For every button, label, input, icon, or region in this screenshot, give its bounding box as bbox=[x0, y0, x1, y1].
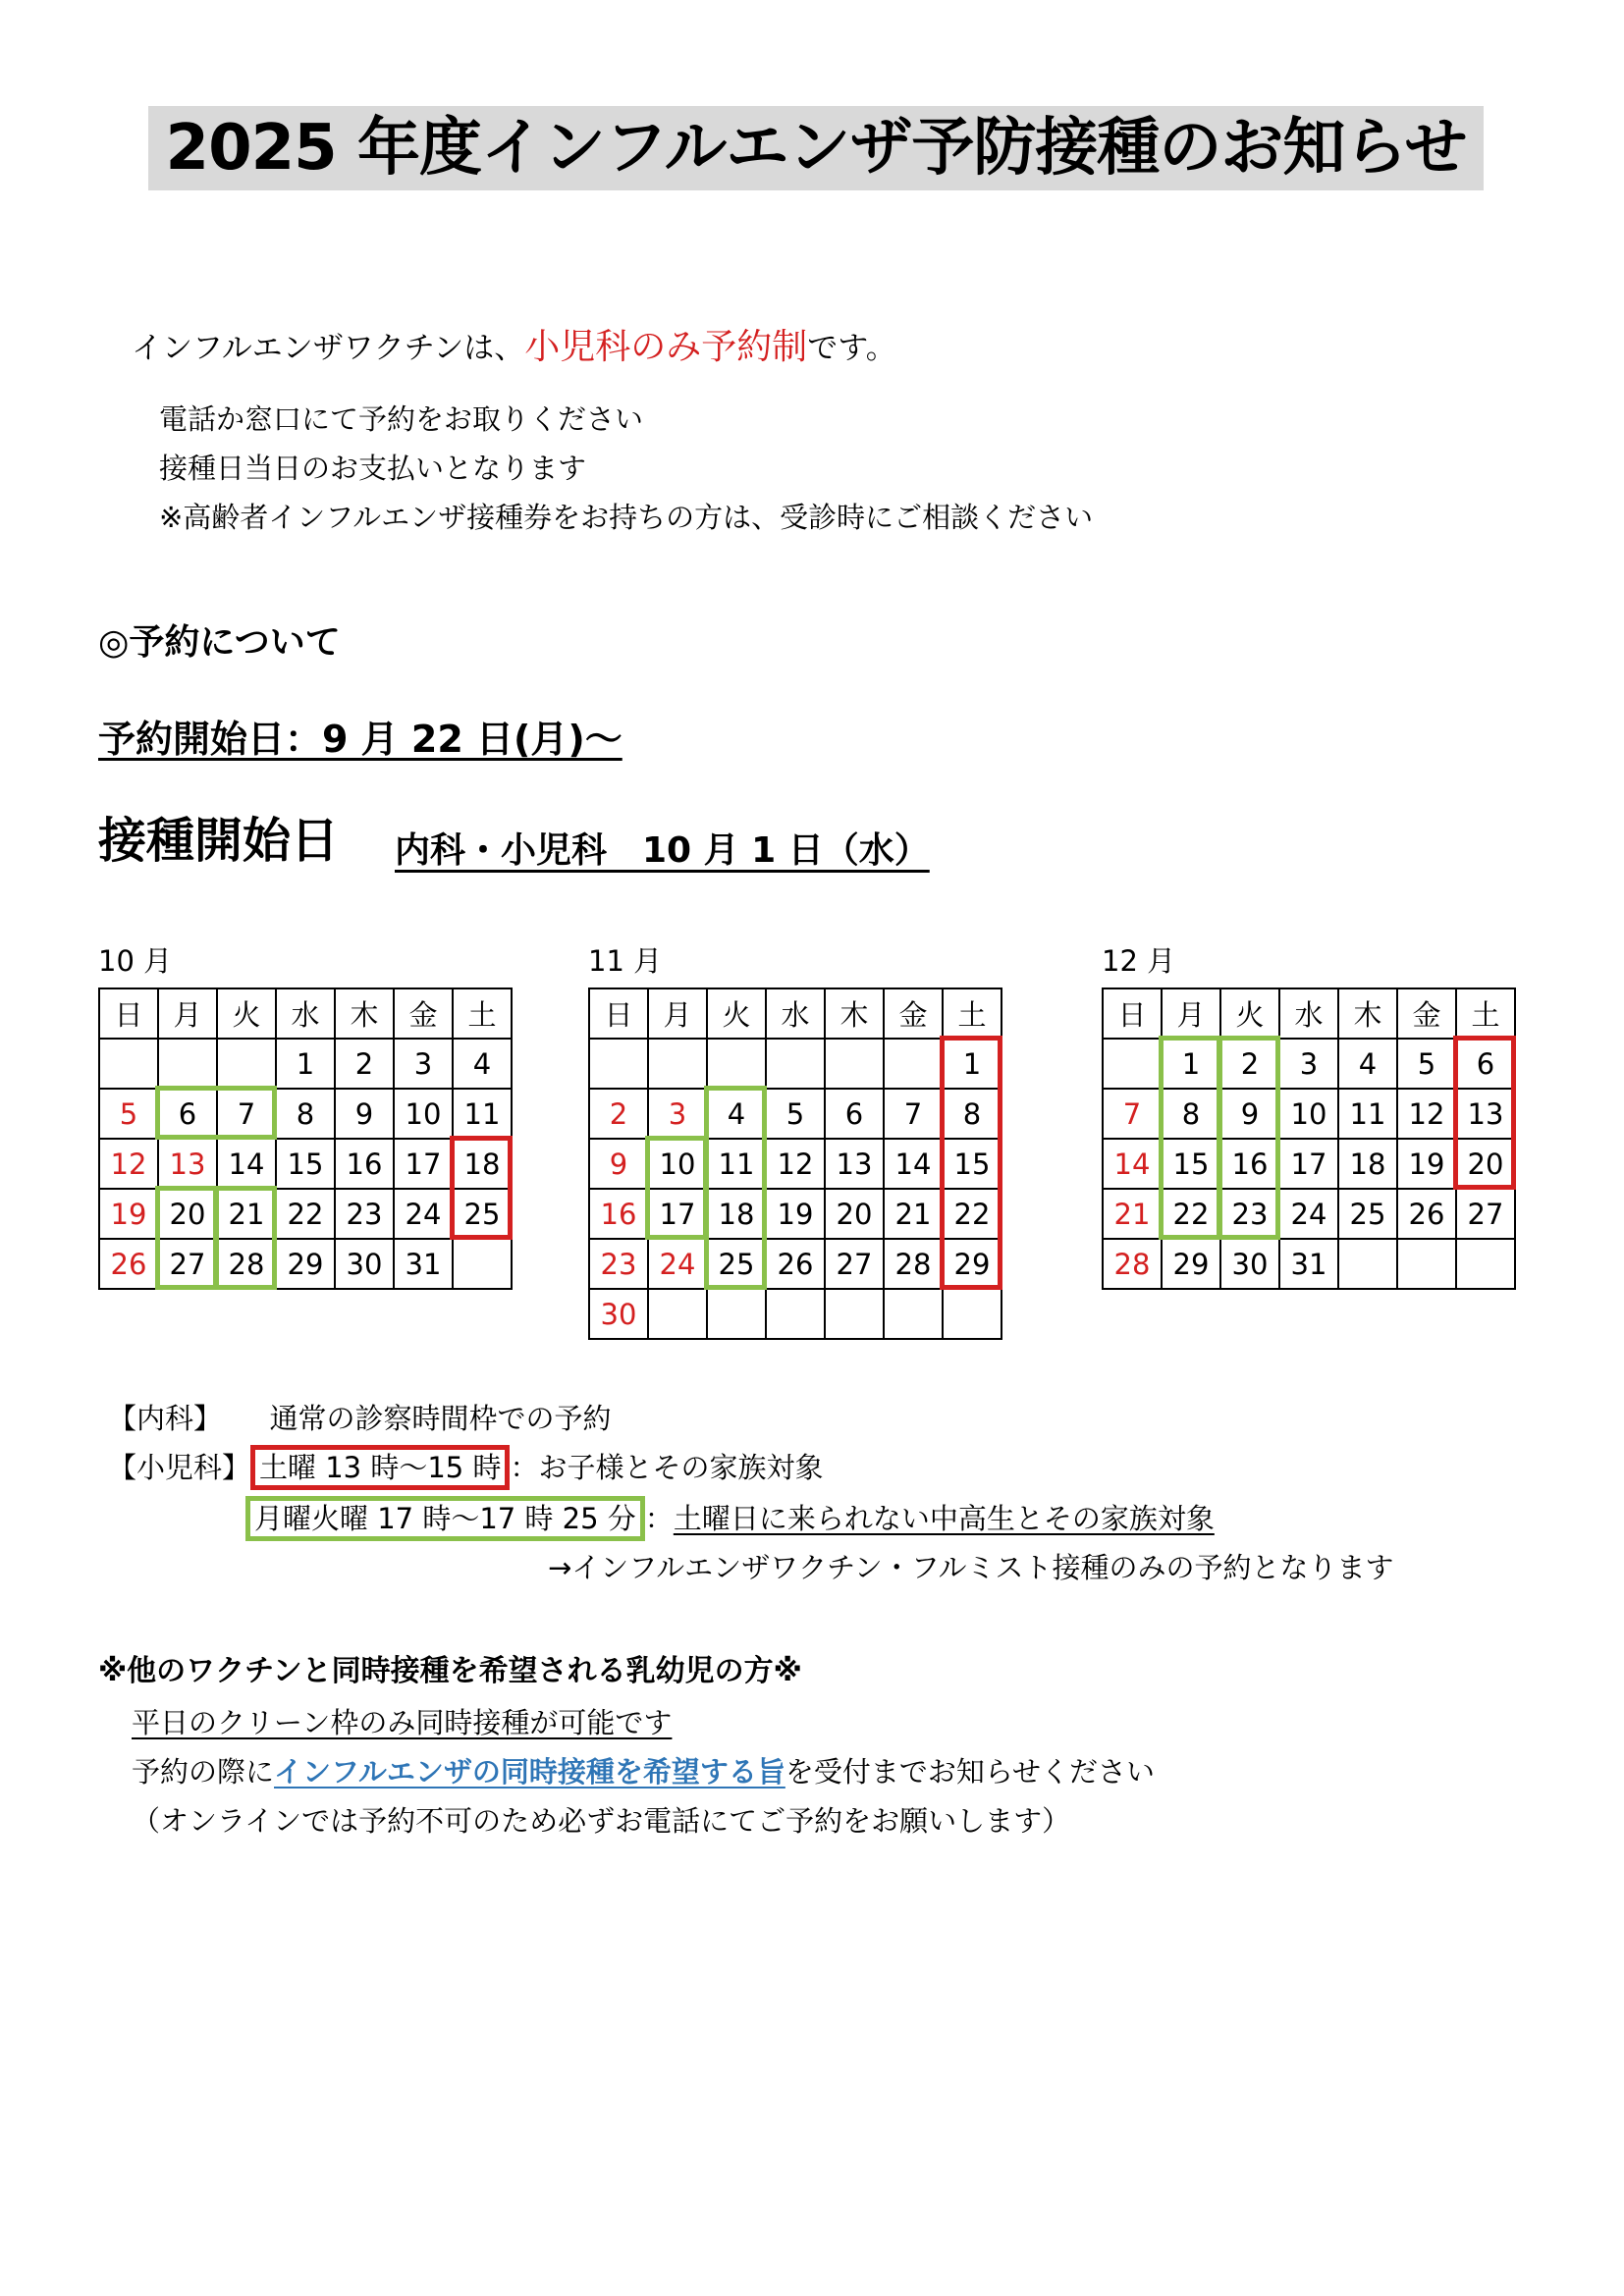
line2-suffix: を受付までお知らせください bbox=[785, 1755, 1155, 1789]
calendar-week-row bbox=[1103, 1139, 1515, 1189]
calendar-day: 15 bbox=[1162, 1139, 1220, 1189]
calendar-day: 30 bbox=[1220, 1239, 1279, 1289]
calendar-day: 31 bbox=[394, 1239, 453, 1289]
calendar-day: 2 bbox=[1220, 1039, 1279, 1089]
calendar-week-row bbox=[99, 1189, 512, 1239]
intro-suffix: です。 bbox=[807, 331, 896, 366]
calendar-day: 20 bbox=[1456, 1139, 1515, 1189]
calendar-day: 2 bbox=[589, 1089, 648, 1139]
calendar-day: 7 bbox=[884, 1089, 943, 1139]
intro-text bbox=[132, 324, 896, 372]
calendar-day: 22 bbox=[276, 1189, 335, 1239]
calendar-empty-cell bbox=[884, 1039, 943, 1089]
calendar-empty-cell bbox=[766, 1289, 825, 1339]
calendar-day: 20 bbox=[825, 1189, 884, 1239]
calendar-week-row bbox=[589, 1039, 1001, 1089]
calendar-week-row bbox=[1103, 1039, 1515, 1089]
note-item: ※高齢者インフルエンザ接種券をお持ちの方は、受診時にご相談ください bbox=[159, 501, 1094, 534]
calendar-day: 23 bbox=[1220, 1189, 1279, 1239]
calendar-week-row bbox=[589, 1239, 1001, 1289]
legend-arrow-note: →インフルエンザワクチン・フルミスト接種のみの予約となります bbox=[548, 1551, 1394, 1584]
calendar-day: 25 bbox=[453, 1189, 512, 1239]
calendar-day: 16 bbox=[1220, 1139, 1279, 1189]
calendar-day: 13 bbox=[158, 1139, 217, 1189]
calendar-day: 3 bbox=[394, 1039, 453, 1089]
vaccination-start-label: 接種開始日 bbox=[98, 813, 340, 869]
weekday-header: 日 bbox=[1103, 988, 1162, 1039]
weekday-target: 土曜日に来られない中高生とその家族対象 bbox=[673, 1502, 1215, 1535]
calendar-day: 8 bbox=[1162, 1089, 1220, 1139]
calendar-day: 4 bbox=[453, 1039, 512, 1089]
note-item: 接種日当日のお支払いとなります bbox=[159, 452, 587, 485]
line2-prefix: 予約の際に bbox=[132, 1755, 275, 1789]
calendar-week-row bbox=[99, 1239, 512, 1289]
calendar-day: 9 bbox=[335, 1089, 394, 1139]
simultaneous-line3: （オンラインでは予約不可のため必ずお電話にてご予約をお願いします） bbox=[132, 1804, 1071, 1838]
calendar-month-label: 10 月 bbox=[98, 944, 173, 978]
calendar-day: 18 bbox=[1338, 1139, 1397, 1189]
calendar-week-row bbox=[1103, 1239, 1515, 1289]
calendar-empty-cell bbox=[648, 1289, 707, 1339]
calendar-day: 29 bbox=[943, 1239, 1001, 1289]
calendar-day: 27 bbox=[825, 1239, 884, 1289]
calendar-day: 17 bbox=[394, 1139, 453, 1189]
calendar-empty-cell bbox=[825, 1289, 884, 1339]
calendar-day: 1 bbox=[1162, 1039, 1220, 1089]
calendar-empty-cell bbox=[943, 1289, 1001, 1339]
calendar-day: 29 bbox=[1162, 1239, 1220, 1289]
calendar-empty-cell bbox=[707, 1289, 766, 1339]
calendar-day: 27 bbox=[1456, 1189, 1515, 1239]
calendar-day: 11 bbox=[1338, 1089, 1397, 1139]
calendar-week-row bbox=[1103, 1089, 1515, 1139]
calendar-empty-cell bbox=[1456, 1239, 1515, 1289]
calendar-day: 28 bbox=[884, 1239, 943, 1289]
calendar-day: 23 bbox=[335, 1189, 394, 1239]
calendar-day: 24 bbox=[648, 1239, 707, 1289]
calendar-day: 26 bbox=[1397, 1189, 1456, 1239]
weekday-header: 月 bbox=[1162, 988, 1220, 1039]
calendar-day: 11 bbox=[707, 1139, 766, 1189]
calendar-empty-cell bbox=[1397, 1239, 1456, 1289]
weekday-header: 火 bbox=[707, 988, 766, 1039]
calendar-day: 15 bbox=[943, 1139, 1001, 1189]
calendar-day: 10 bbox=[648, 1139, 707, 1189]
calendar-week-row bbox=[589, 1139, 1001, 1189]
weekday-header: 金 bbox=[394, 988, 453, 1039]
legend-pediatric bbox=[108, 1445, 824, 1490]
calendar-grid bbox=[98, 988, 513, 1290]
calendar-day: 19 bbox=[766, 1189, 825, 1239]
weekday-header-row bbox=[99, 988, 512, 1039]
calendar-day: 29 bbox=[276, 1239, 335, 1289]
reservation-start-date: 予約開始日：9 月 22 日(月)～ bbox=[98, 718, 623, 761]
legend-internal bbox=[108, 1398, 611, 1439]
note-item: 電話か窓口にて予約をお取りください bbox=[159, 402, 644, 436]
calendar-day: 12 bbox=[99, 1139, 158, 1189]
calendar-day: 17 bbox=[1279, 1139, 1338, 1189]
calendar-day: 15 bbox=[276, 1139, 335, 1189]
weekday-header: 土 bbox=[1456, 988, 1515, 1039]
calendar-day: 6 bbox=[825, 1089, 884, 1139]
saturday-target: ：お子様とその家族対象 bbox=[510, 1451, 824, 1484]
calendar-day: 1 bbox=[276, 1039, 335, 1089]
calendar-day: 4 bbox=[707, 1089, 766, 1139]
calendar-week-row bbox=[1103, 1189, 1515, 1239]
calendar-day: 27 bbox=[158, 1239, 217, 1289]
calendar-week-row bbox=[99, 1039, 512, 1089]
calendar-day: 5 bbox=[99, 1089, 158, 1139]
calendar-october bbox=[98, 944, 513, 1290]
calendar-day: 8 bbox=[276, 1089, 335, 1139]
calendar-empty-cell bbox=[453, 1239, 512, 1289]
weekday-colon: ： bbox=[644, 1502, 674, 1535]
calendar-day: 17 bbox=[648, 1189, 707, 1239]
legend-internal-label: 【内科】 bbox=[108, 1402, 223, 1435]
calendar-day: 14 bbox=[217, 1139, 276, 1189]
weekday-header: 水 bbox=[276, 988, 335, 1039]
weekday-header: 木 bbox=[335, 988, 394, 1039]
saturday-time-box: 土曜 13 時～15 時 bbox=[250, 1445, 510, 1490]
weekday-header: 日 bbox=[589, 988, 648, 1039]
calendar-month-label: 11 月 bbox=[588, 944, 663, 978]
weekday-header: 金 bbox=[884, 988, 943, 1039]
calendar-day: 20 bbox=[158, 1189, 217, 1239]
calendar-day: 30 bbox=[589, 1289, 648, 1339]
calendar-table bbox=[98, 988, 513, 1290]
calendar-day: 16 bbox=[589, 1189, 648, 1239]
calendar-day: 13 bbox=[825, 1139, 884, 1189]
reservation-heading: ◎予約について bbox=[98, 622, 341, 663]
calendar-november bbox=[588, 944, 1002, 1340]
calendar-day: 31 bbox=[1279, 1239, 1338, 1289]
simultaneous-title: ※他のワクチンと同時接種を希望される乳幼児の方※ bbox=[98, 1654, 802, 1688]
simultaneous-line1: 平日のクリーン枠のみ同時接種が可能です bbox=[132, 1706, 673, 1739]
weekday-header: 土 bbox=[453, 988, 512, 1039]
calendar-day: 19 bbox=[99, 1189, 158, 1239]
calendar-day: 24 bbox=[394, 1189, 453, 1239]
calendar-empty-cell bbox=[1338, 1239, 1397, 1289]
calendar-day: 7 bbox=[217, 1089, 276, 1139]
calendar-day: 12 bbox=[1397, 1089, 1456, 1139]
calendar-december bbox=[1102, 944, 1516, 1290]
weekday-header: 水 bbox=[1279, 988, 1338, 1039]
vaccination-start-detail: 内科・小児科 10 月 1 日（水） bbox=[395, 830, 930, 871]
line2-emphasis: インフルエンザの同時接種を希望する旨 bbox=[274, 1755, 785, 1789]
calendar-day: 5 bbox=[1397, 1039, 1456, 1089]
calendar-day: 14 bbox=[1103, 1139, 1162, 1189]
weekday-header-row bbox=[589, 988, 1001, 1039]
weekday-header: 木 bbox=[825, 988, 884, 1039]
calendar-empty-cell bbox=[99, 1039, 158, 1089]
calendar-day: 25 bbox=[1338, 1189, 1397, 1239]
weekday-header: 火 bbox=[1220, 988, 1279, 1039]
intro-highlight: 小児科のみ予約制 bbox=[524, 327, 808, 367]
calendar-empty-cell bbox=[766, 1039, 825, 1089]
calendar-week-row bbox=[589, 1089, 1001, 1139]
weekday-header: 金 bbox=[1397, 988, 1456, 1039]
legend-pediatric-label: 【小児科】 bbox=[108, 1451, 251, 1484]
calendar-month-label: 12 月 bbox=[1102, 944, 1176, 978]
calendar-day: 10 bbox=[1279, 1089, 1338, 1139]
weekday-header: 日 bbox=[99, 988, 158, 1039]
calendar-empty-cell bbox=[884, 1289, 943, 1339]
calendar-week-row bbox=[589, 1289, 1001, 1339]
calendar-day: 18 bbox=[453, 1139, 512, 1189]
calendar-day: 24 bbox=[1279, 1189, 1338, 1239]
calendar-empty-cell bbox=[217, 1039, 276, 1089]
calendar-day: 26 bbox=[766, 1239, 825, 1289]
calendar-day: 14 bbox=[884, 1139, 943, 1189]
calendar-empty-cell bbox=[158, 1039, 217, 1089]
calendar-table bbox=[1102, 988, 1516, 1290]
calendar-day: 10 bbox=[394, 1089, 453, 1139]
calendar-day: 12 bbox=[766, 1139, 825, 1189]
calendar-day: 22 bbox=[943, 1189, 1001, 1239]
calendar-empty-cell bbox=[707, 1039, 766, 1089]
calendar-grid bbox=[1102, 988, 1516, 1290]
weekday-header: 土 bbox=[943, 988, 1001, 1039]
simultaneous-line2 bbox=[132, 1749, 1155, 1794]
weekday-header-row bbox=[1103, 988, 1515, 1039]
calendar-day: 28 bbox=[217, 1239, 276, 1289]
intro-prefix: インフルエンザワクチンは、 bbox=[132, 331, 525, 366]
weekday-header: 火 bbox=[217, 988, 276, 1039]
calendar-day: 7 bbox=[1103, 1089, 1162, 1139]
calendar-day: 9 bbox=[589, 1139, 648, 1189]
calendar-day: 1 bbox=[943, 1039, 1001, 1089]
calendar-empty-cell bbox=[589, 1039, 648, 1089]
calendar-day: 21 bbox=[884, 1189, 943, 1239]
legend-internal-text: 通常の診察時間枠での予約 bbox=[269, 1402, 612, 1435]
calendar-day: 8 bbox=[943, 1089, 1001, 1139]
notes-list bbox=[159, 395, 1093, 542]
calendar-day: 22 bbox=[1162, 1189, 1220, 1239]
calendar-empty-cell bbox=[1103, 1039, 1162, 1089]
calendar-day: 30 bbox=[335, 1239, 394, 1289]
weekday-header: 月 bbox=[158, 988, 217, 1039]
calendar-grid bbox=[588, 988, 1002, 1340]
calendar-empty-cell bbox=[825, 1039, 884, 1089]
calendar-day: 3 bbox=[1279, 1039, 1338, 1089]
calendar-day: 6 bbox=[1456, 1039, 1515, 1089]
calendar-day: 11 bbox=[453, 1089, 512, 1139]
calendar-day: 25 bbox=[707, 1239, 766, 1289]
calendar-table bbox=[588, 988, 1002, 1340]
calendar-day: 21 bbox=[1103, 1189, 1162, 1239]
calendar-day: 3 bbox=[648, 1089, 707, 1139]
calendar-empty-cell bbox=[648, 1039, 707, 1089]
calendar-day: 2 bbox=[335, 1039, 394, 1089]
calendar-day: 13 bbox=[1456, 1089, 1515, 1139]
weekday-time-box: 月曜火曜 17 時～17 時 25 分 bbox=[245, 1496, 645, 1541]
calendar-day: 5 bbox=[766, 1089, 825, 1139]
calendar-week-row bbox=[589, 1189, 1001, 1239]
calendar-day: 28 bbox=[1103, 1239, 1162, 1289]
calendar-day: 19 bbox=[1397, 1139, 1456, 1189]
calendar-day: 9 bbox=[1220, 1089, 1279, 1139]
weekday-header: 月 bbox=[648, 988, 707, 1039]
weekday-header: 水 bbox=[766, 988, 825, 1039]
calendar-day: 21 bbox=[217, 1189, 276, 1239]
calendar-day: 6 bbox=[158, 1089, 217, 1139]
calendar-day: 26 bbox=[99, 1239, 158, 1289]
calendar-week-row bbox=[99, 1089, 512, 1139]
calendar-day: 4 bbox=[1338, 1039, 1397, 1089]
weekday-header: 木 bbox=[1338, 988, 1397, 1039]
legend-weekday bbox=[245, 1496, 1215, 1541]
calendar-week-row bbox=[99, 1139, 512, 1189]
calendar-day: 16 bbox=[335, 1139, 394, 1189]
page-title: 2025 年度インフルエンザ予防接種のお知らせ bbox=[148, 106, 1484, 190]
calendar-day: 23 bbox=[589, 1239, 648, 1289]
calendar-day: 18 bbox=[707, 1189, 766, 1239]
